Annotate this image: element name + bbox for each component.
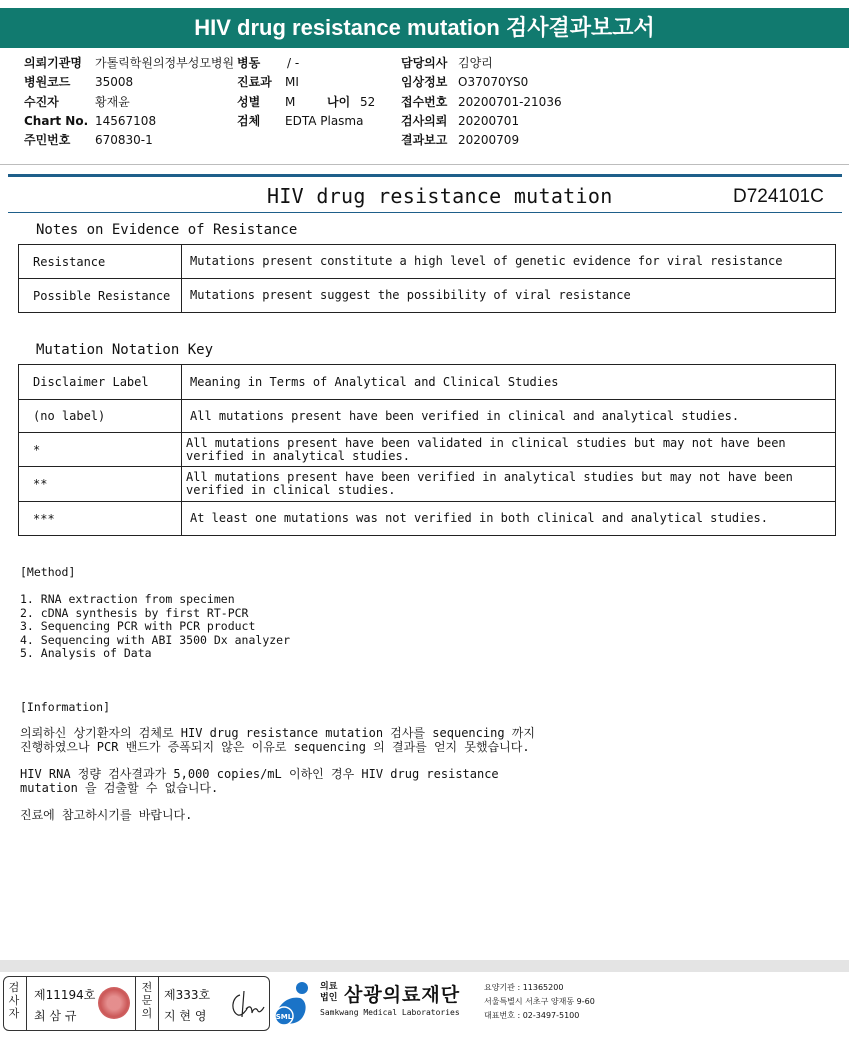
table-row <box>19 400 836 433</box>
info-value: 35008 <box>95 75 134 90</box>
key-label: ** <box>19 467 182 502</box>
key-label: (no label) <box>19 400 182 433</box>
information-text: mutation 을 검출할 수 없습니다. <box>20 781 219 795</box>
method-heading: [Method] <box>20 565 76 579</box>
org-prefix: 의료법인 <box>320 982 338 1003</box>
info-value: 20200701-21036 <box>458 94 562 109</box>
info-label: Chart No. <box>24 113 89 128</box>
sml-logo-icon <box>272 980 316 1026</box>
examiner-label: 검 사 자 <box>8 981 20 1020</box>
info-label: 수진자 <box>24 94 59 109</box>
info-label: 주민번호 <box>24 133 71 148</box>
info-value: 20200701 <box>458 113 520 128</box>
org-english: Samkwang Medical Laboratories <box>320 1008 460 1017</box>
key-header-label: Disclaimer Label <box>19 365 182 400</box>
key-label: *** <box>19 502 182 536</box>
information-text: 의뢰하신 상기환자의 검체로 HIV drug resistance mutation 검사를 sequencing 까지 <box>20 726 535 740</box>
table-row <box>19 279 836 313</box>
report-rule-top <box>8 174 842 177</box>
info-value: 670830-1 <box>95 133 153 148</box>
age-value: 52 <box>360 94 376 109</box>
key-table <box>18 364 836 536</box>
report-code: D724101C <box>733 186 824 207</box>
information-heading: [Information] <box>20 700 111 714</box>
key-header-text: Meaning in Terms of Analytical and Clinical Studies <box>182 365 836 400</box>
patient-info-col2 <box>237 54 375 131</box>
specimen-value: EDTA Plasma <box>285 113 364 128</box>
info-label: 병원코드 <box>24 75 71 90</box>
official-seal <box>98 987 130 1019</box>
info-value: O37070YS0 <box>458 75 529 90</box>
info-value: 가톨릭학원의정부성모병원 <box>95 56 235 70</box>
key-text: All mutations present have been verified in analytical studies but may not have been verified in clinical studies. <box>182 467 836 502</box>
contact-line: 서울특별시 서초구 양재동 9-60 <box>484 997 595 1006</box>
key-text: All mutations present have been validated in clinical studies but may not have been verified in analytical studies. <box>182 433 836 467</box>
sex-label: 성별 <box>237 94 261 109</box>
info-value: 황재윤 <box>95 94 130 109</box>
notes-label: Resistance <box>19 245 182 279</box>
table-row <box>19 467 836 502</box>
report-title-bar: HIV drug resistance mutation 검사결과보고서 <box>0 8 849 48</box>
table-row <box>19 245 836 279</box>
notes-label: Possible Resistance <box>19 279 182 313</box>
info-label: 담당의사 <box>401 56 448 70</box>
notes-heading: Notes on Evidence of Resistance <box>36 222 298 238</box>
info-label: 검사의뢰 <box>401 113 448 128</box>
method-step: 1. RNA extraction from specimen <box>20 592 235 606</box>
info-value: 20200709 <box>458 133 520 148</box>
info-label: 의뢰기관명 <box>24 56 82 70</box>
method-step: 4. Sequencing with ABI 3500 Dx analyzer <box>20 632 291 647</box>
info-value: 14567108 <box>95 113 157 128</box>
notes-text: Mutations present suggest the possibility of viral resistance <box>182 279 836 313</box>
report-rule-bottom <box>8 212 842 213</box>
sex-value: M <box>285 94 296 109</box>
info-label: 임상정보 <box>401 75 448 90</box>
info-value: 김양리 <box>458 56 493 70</box>
examiner-name: 최 삼 규 <box>34 1009 77 1023</box>
patient-info-col1 <box>24 54 234 150</box>
key-heading: Mutation Notation Key <box>36 342 214 358</box>
contact-line: 대표번호 : 02-3497-5100 <box>484 1011 580 1020</box>
ward-label: 병동 <box>237 56 261 70</box>
divider <box>0 164 849 165</box>
specialist-name: 지 현 영 <box>164 1009 207 1023</box>
notes-text: Mutations present constitute a high level of genetic evidence for viral resistance <box>182 245 836 279</box>
information-text: 진행하였으나 PCR 밴드가 증폭되지 않은 이유로 sequencing 의 결과를 얻지 못했습니다. <box>20 740 530 754</box>
info-label: 결과보고 <box>401 133 448 148</box>
table-row <box>19 433 836 467</box>
table-row <box>19 502 836 536</box>
contact-line: 요양기관 : 11365200 <box>484 983 564 992</box>
contact-info <box>484 981 595 1023</box>
specialist-license: 제333호 <box>164 988 211 1002</box>
logo-text: SML <box>275 1013 293 1021</box>
method-step: 3. Sequencing PCR with PCR product <box>20 619 256 633</box>
org-name: 삼광의료재단 <box>344 984 461 1006</box>
specimen-label: 검체 <box>237 113 261 128</box>
patient-info-col3 <box>401 54 562 150</box>
info-label: 접수번호 <box>401 94 448 109</box>
key-label: * <box>19 433 182 467</box>
report-title: HIV drug resistance mutation <box>267 184 613 208</box>
specialist-label: 전 문 의 <box>141 981 153 1020</box>
examiner-license: 제11194호 <box>34 988 96 1002</box>
department-value: MI <box>285 75 299 90</box>
key-text: At least one mutations was not verified in both clinical and analytical studies. <box>182 502 836 536</box>
signature-box <box>3 976 270 1031</box>
footer-divider <box>0 960 849 972</box>
age-label: 나이 <box>327 94 351 109</box>
method-step: 2. cDNA synthesis by first RT-PCR <box>20 605 249 620</box>
table-header-row <box>19 365 836 400</box>
information-text: 진료에 참고하시기를 바랍니다. <box>20 808 193 822</box>
information-text: HIV RNA 정량 검사결과가 5,000 copies/mL 이하인 경우 HIV drug resistance <box>20 767 499 781</box>
method-step: 5. Analysis of Data <box>20 646 152 660</box>
department-label: 진료과 <box>237 75 272 90</box>
key-text: All mutations present have been verified in clinical and analytical studies. <box>182 400 836 433</box>
signature-icon <box>226 985 266 1023</box>
ward-value: / - <box>287 56 300 70</box>
notes-table <box>18 244 836 313</box>
